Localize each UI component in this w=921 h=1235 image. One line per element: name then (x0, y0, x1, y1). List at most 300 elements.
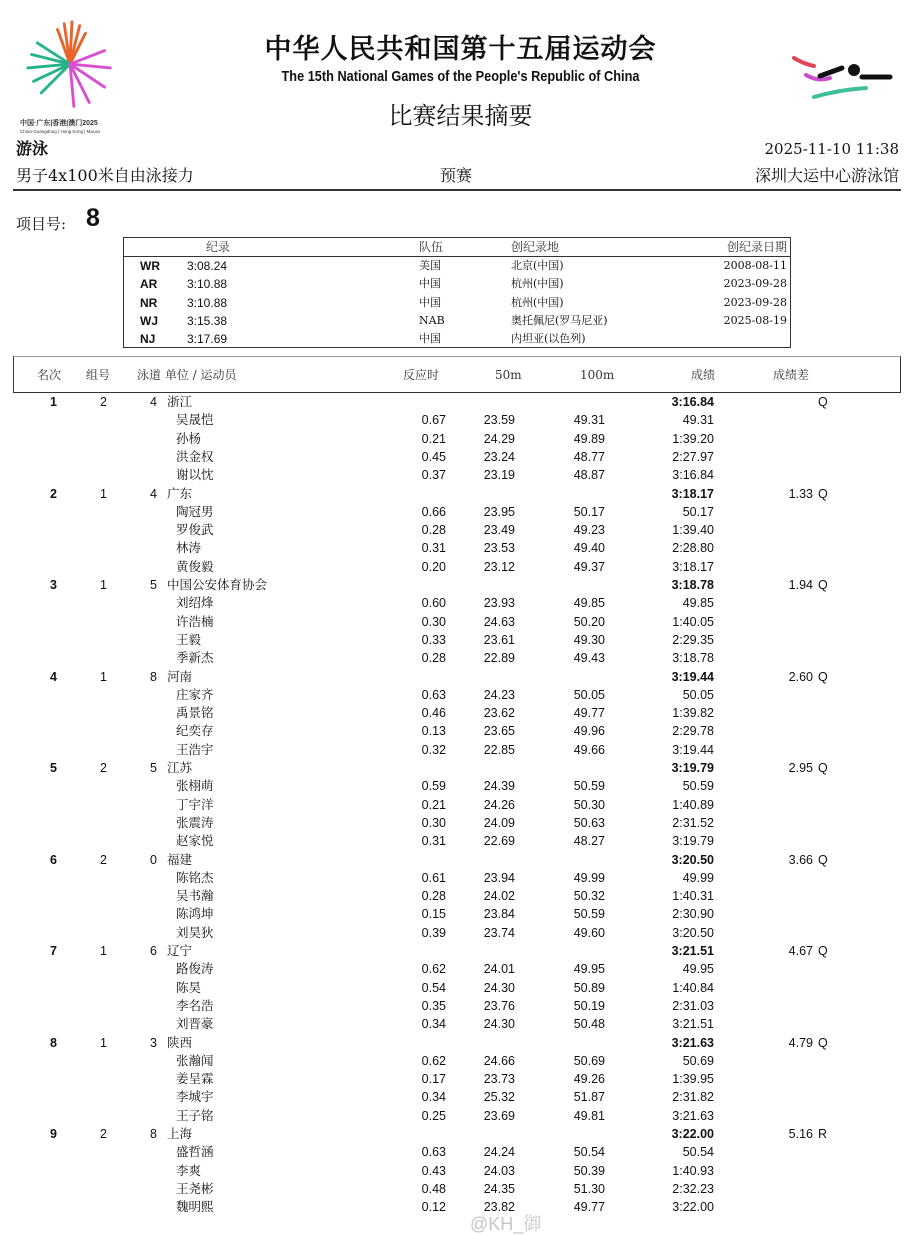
swimmer-name: 王毅 (176, 631, 202, 647)
split-100m: 51.30 (573, 1181, 605, 1196)
swimmer-name: 张瀚闻 (176, 1052, 214, 1068)
team-row (0, 668, 921, 686)
games-title-cn: 中华人民共和国第十五届运动会 (264, 34, 657, 64)
team-name: 陕西 (167, 1034, 193, 1050)
header-diff: 成绩差 (773, 368, 810, 382)
rank: 8 (50, 1035, 57, 1050)
split-100m: 50.59 (573, 907, 605, 922)
record-row (124, 312, 790, 330)
reaction-time: 0.17 (421, 1072, 446, 1087)
swimmer-name: 吴书瀚 (176, 888, 214, 904)
split-100m: 51.87 (573, 1090, 605, 1105)
time-diff: 5.16 (788, 1127, 813, 1141)
swimmer-row (0, 1052, 921, 1070)
swimmer-row (0, 539, 921, 557)
lane: 4 (150, 395, 157, 409)
cumulative-time: 2:32.23 (672, 1181, 714, 1196)
lane: 8 (150, 1127, 157, 1141)
time-diff: 1.94 (788, 578, 813, 592)
header-divider (13, 189, 901, 191)
split-50m: 23.73 (483, 1072, 515, 1087)
split-100m: 48.27 (573, 834, 605, 849)
header-lane-unit: 泳道 单位 / 运动员 (137, 368, 237, 382)
lane: 5 (150, 761, 157, 775)
split-50m: 23.84 (483, 907, 515, 922)
qualification-mark: Q (818, 1035, 828, 1050)
swimmer-name: 许浩楠 (176, 613, 214, 629)
reaction-time: 0.63 (421, 687, 446, 702)
reaction-time: 0.25 (421, 1108, 446, 1123)
cumulative-time: 50.59 (682, 779, 714, 794)
record-place: 杭州(中国) (511, 277, 564, 291)
split-100m: 50.63 (573, 815, 605, 830)
team-row (0, 1034, 921, 1052)
swimmer-name: 陶冠男 (176, 503, 214, 519)
lane: 0 (150, 852, 157, 867)
record-time: 3:08.24 (187, 259, 228, 273)
swimmer-name: 刘晋豪 (176, 1016, 214, 1032)
swimmer-row (0, 430, 921, 448)
record-date: 2023-09-28 (723, 295, 787, 309)
team-name: 河南 (167, 668, 193, 684)
reaction-time: 0.21 (421, 431, 446, 446)
records-header-date: 创纪录日期 (726, 240, 787, 254)
reaction-time: 0.46 (421, 706, 446, 721)
swimmer-row (0, 1180, 921, 1198)
cumulative-time: 1:39.40 (672, 523, 714, 538)
split-50m: 23.74 (483, 925, 515, 940)
team-result: 3:19.44 (671, 669, 714, 684)
split-100m: 49.96 (573, 724, 605, 739)
qualification-mark: Q (818, 944, 828, 958)
record-time: 3:15.38 (187, 313, 228, 328)
swimmer-row (0, 613, 921, 631)
reaction-time: 0.43 (421, 1163, 446, 1178)
reaction-time: 0.12 (421, 1200, 446, 1215)
split-50m: 23.69 (483, 1108, 515, 1123)
swimmer-row (0, 832, 921, 850)
header-rank: 名次 (37, 368, 62, 382)
split-100m: 48.87 (573, 468, 605, 483)
split-50m: 23.82 (483, 1200, 515, 1215)
heat: 2 (100, 852, 107, 867)
reaction-time: 0.15 (421, 907, 446, 922)
split-50m: 22.85 (483, 742, 515, 757)
record-row (124, 257, 790, 275)
team-name: 广东 (167, 485, 193, 501)
split-50m: 24.01 (483, 962, 515, 977)
reaction-time: 0.61 (421, 870, 446, 885)
rank: 5 (50, 761, 57, 775)
split-50m: 23.76 (483, 998, 515, 1013)
record-place: 奥托佩尼(罗马尼亚) (511, 313, 608, 327)
swimmer-row (0, 1143, 921, 1161)
rank: 7 (50, 944, 57, 958)
cumulative-time: 3:19.44 (672, 742, 714, 757)
team-row (0, 942, 921, 960)
cumulative-time: 3:21.51 (672, 1017, 714, 1032)
cumulative-time: 2:27.97 (672, 449, 714, 464)
cumulative-time: 1:39.82 (672, 706, 714, 721)
cumulative-time: 1:40.93 (672, 1163, 714, 1178)
event-number-label: 项目号: (16, 215, 67, 233)
heat: 1 (100, 669, 107, 684)
split-50m: 23.24 (483, 449, 515, 464)
split-100m: 49.95 (573, 962, 605, 977)
split-100m: 50.17 (573, 504, 605, 519)
record-place: 北京(中国) (511, 259, 564, 272)
cumulative-time: 49.31 (682, 413, 714, 428)
reaction-time: 0.31 (421, 541, 446, 556)
split-100m: 49.26 (573, 1072, 605, 1087)
swimmer-row (0, 1162, 921, 1180)
header-100m: 100m (580, 368, 615, 382)
record-team: NAB (419, 313, 445, 327)
split-100m: 50.20 (573, 614, 605, 629)
swimmer-row (0, 905, 921, 923)
cumulative-time: 49.85 (682, 596, 714, 611)
header-reaction: 反应时 (403, 368, 440, 382)
heat: 2 (100, 1127, 107, 1141)
swimmer-name: 季新杰 (176, 650, 214, 666)
swimmer-row (0, 649, 921, 667)
team-name: 江苏 (167, 760, 193, 775)
reaction-time: 0.62 (421, 962, 446, 977)
split-100m: 50.59 (573, 779, 605, 794)
swimmer-name: 路俊涛 (176, 961, 214, 977)
swimmer-row (0, 741, 921, 759)
rank: 2 (50, 486, 57, 501)
reaction-time: 0.39 (421, 925, 446, 940)
record-row (124, 330, 790, 348)
cumulative-time: 49.95 (682, 962, 714, 977)
split-100m: 50.89 (573, 980, 605, 995)
swimmer-row (0, 704, 921, 722)
split-50m: 24.35 (483, 1181, 515, 1196)
reaction-time: 0.62 (421, 1053, 446, 1068)
swimmer-row (0, 924, 921, 942)
team-result: 3:16.84 (671, 395, 714, 409)
split-50m: 25.32 (483, 1090, 515, 1105)
report-datetime: 2025-11-10 11:38 (764, 140, 899, 158)
team-row (0, 576, 921, 594)
split-50m: 24.39 (483, 779, 515, 794)
reaction-time: 0.31 (421, 834, 446, 849)
split-100m: 49.77 (573, 1200, 605, 1215)
swimmer-name: 谢以忱 (176, 467, 214, 483)
rank: 4 (50, 669, 57, 684)
split-100m: 49.30 (573, 632, 605, 647)
split-50m: 24.24 (483, 1145, 515, 1160)
lane: 3 (150, 1035, 157, 1050)
records-header (124, 238, 790, 257)
swimmer-row (0, 1198, 921, 1216)
records-table (123, 237, 791, 348)
split-50m: 23.49 (483, 523, 515, 538)
split-100m: 49.23 (573, 523, 605, 538)
team-result: 3:21.51 (671, 944, 714, 958)
rank: 6 (50, 852, 57, 867)
record-code: WJ (140, 313, 158, 328)
swimmer-row (0, 594, 921, 612)
split-50m: 24.02 (483, 889, 515, 904)
time-diff: 1.33 (788, 486, 813, 501)
swimmer-row (0, 960, 921, 978)
team-name: 中国公安体育协会 (167, 577, 268, 592)
sport-name: 游泳 (16, 139, 49, 158)
swimmer-row (0, 686, 921, 704)
team-row (0, 485, 921, 503)
split-50m: 24.63 (483, 614, 515, 629)
split-50m: 22.69 (483, 834, 515, 849)
split-100m: 49.31 (573, 413, 605, 428)
team-row (0, 1125, 921, 1143)
swimmer-row (0, 979, 921, 997)
split-100m: 48.77 (573, 449, 605, 464)
swimmer-name: 盛哲涵 (176, 1144, 214, 1160)
results-header (13, 356, 901, 393)
swimmer-name: 李城宇 (176, 1089, 214, 1105)
record-code: AR (140, 277, 158, 292)
record-team: 美国 (419, 259, 441, 272)
team-result: 3:22.00 (671, 1127, 714, 1141)
team-result: 3:19.79 (671, 761, 714, 775)
cumulative-time: 1:39.20 (672, 431, 714, 446)
swimmer-row (0, 1107, 921, 1125)
event-number: 8 (86, 204, 100, 232)
split-100m: 50.48 (573, 1017, 605, 1032)
record-time: 3:10.88 (187, 295, 228, 310)
swimmer-name: 庄家齐 (176, 686, 214, 702)
reaction-time: 0.28 (421, 889, 446, 904)
reaction-time: 0.48 (421, 1181, 446, 1196)
record-team: 中国 (419, 277, 441, 291)
cumulative-time: 3:18.17 (672, 559, 714, 574)
swimmer-name: 姜呈霖 (176, 1071, 214, 1087)
record-date: 2008-08-11 (723, 259, 787, 272)
cumulative-time: 49.99 (682, 870, 714, 885)
heat: 1 (100, 578, 107, 592)
time-diff: 2.95 (788, 761, 813, 775)
swimmer-name: 纪奕存 (176, 723, 214, 739)
swimmer-name: 洪金权 (176, 448, 214, 464)
swimmer-name: 张栩萌 (176, 778, 214, 794)
reaction-time: 0.32 (421, 742, 446, 757)
split-50m: 24.66 (483, 1053, 515, 1068)
team-row (0, 759, 921, 777)
record-code: NJ (140, 332, 156, 347)
cumulative-time: 3:19.79 (672, 834, 714, 849)
cumulative-time: 2:29.78 (672, 724, 714, 739)
reaction-time: 0.13 (421, 724, 446, 739)
qualification-mark: Q (818, 578, 828, 592)
lane: 8 (150, 669, 157, 684)
split-50m: 24.29 (483, 431, 515, 446)
logo-text: 中国·广东|香港|澳门2025 (20, 120, 98, 127)
split-100m: 49.60 (573, 925, 605, 940)
qualification-mark: R (818, 1127, 828, 1141)
header-result: 成绩 (691, 368, 716, 382)
swimmer-row (0, 503, 921, 521)
team-result: 3:21.63 (671, 1035, 714, 1050)
swimmer-row (0, 411, 921, 429)
heat: 2 (100, 395, 107, 409)
reaction-time: 0.45 (421, 449, 446, 464)
logo-subtext: China·Guangdong | Hong Kong | Macao (20, 129, 101, 134)
swimmer-name: 陈铭杰 (176, 869, 214, 885)
swimmer-row (0, 631, 921, 649)
qualification-mark: Q (818, 486, 828, 501)
reaction-time: 0.67 (421, 413, 446, 428)
cumulative-time: 2:31.03 (672, 998, 714, 1013)
time-diff: 3.66 (788, 852, 813, 867)
split-100m: 49.77 (573, 706, 605, 721)
split-50m: 24.30 (483, 980, 515, 995)
cumulative-time: 2:31.82 (672, 1090, 714, 1105)
swimmer-name: 张震涛 (176, 814, 214, 830)
split-100m: 50.69 (573, 1053, 605, 1068)
split-50m: 23.93 (483, 596, 515, 611)
record-team: 中国 (419, 295, 441, 309)
swimmer-name: 魏明熙 (176, 1199, 214, 1215)
time-diff: 4.79 (788, 1035, 813, 1050)
split-50m: 24.26 (483, 797, 515, 812)
swimmer-row (0, 448, 921, 466)
split-100m: 49.43 (573, 651, 605, 666)
record-place: 杭州(中国) (511, 295, 564, 309)
split-100m: 49.99 (573, 870, 605, 885)
cumulative-time: 3:16.84 (672, 468, 714, 483)
heat: 1 (100, 1035, 107, 1050)
swimmer-row (0, 869, 921, 887)
swimmer-name: 赵家悦 (176, 833, 214, 849)
record-row (124, 294, 790, 312)
records-header-record: 纪录 (206, 240, 231, 254)
split-100m: 49.89 (573, 431, 605, 446)
split-50m: 23.94 (483, 870, 515, 885)
cumulative-time: 1:39.95 (672, 1072, 714, 1087)
qualification-mark: Q (818, 852, 828, 867)
rank: 3 (50, 578, 57, 592)
swimmer-name: 丁宇洋 (176, 796, 214, 812)
reaction-time: 0.34 (421, 1090, 446, 1105)
swimmer-row (0, 1070, 921, 1088)
split-50m: 23.62 (483, 706, 515, 721)
event-name: 男子4x100米自由泳接力 (16, 166, 194, 185)
lane: 6 (150, 944, 157, 958)
split-50m: 23.12 (483, 559, 515, 574)
record-date: 2023-09-28 (723, 277, 787, 291)
swimmer-row (0, 887, 921, 905)
reaction-time: 0.21 (421, 797, 446, 812)
rank: 1 (50, 395, 57, 409)
cumulative-time: 2:31.52 (672, 815, 714, 830)
record-team: 中国 (419, 332, 441, 346)
team-result: 3:20.50 (671, 852, 714, 867)
swimming-pictogram (790, 50, 895, 105)
rank: 9 (50, 1127, 57, 1141)
swimmer-row (0, 814, 921, 832)
swimmer-row (0, 521, 921, 539)
qualification-mark: Q (818, 395, 828, 409)
swimmer-name: 罗俊武 (176, 522, 214, 538)
reaction-time: 0.60 (421, 596, 446, 611)
reaction-time: 0.37 (421, 468, 446, 483)
swimmer-name: 黄俊毅 (176, 558, 214, 574)
cumulative-time: 3:18.78 (672, 651, 714, 666)
team-row (0, 851, 921, 869)
lane: 5 (150, 578, 157, 592)
reaction-time: 0.28 (421, 523, 446, 538)
reaction-time: 0.28 (421, 651, 446, 666)
swimmer-name: 王子铭 (176, 1107, 214, 1123)
records-header-team: 队伍 (419, 240, 444, 254)
games-title-en: The 15th National Games of the People's Republic of China (281, 68, 640, 85)
time-diff: 2.60 (788, 669, 813, 684)
split-50m: 23.95 (483, 504, 515, 519)
cumulative-time: 1:40.84 (672, 980, 714, 995)
cumulative-time: 2:30.90 (672, 907, 714, 922)
swimmer-row (0, 558, 921, 576)
team-row (0, 393, 921, 411)
reaction-time: 0.34 (421, 1017, 446, 1032)
split-100m: 50.30 (573, 797, 605, 812)
team-name: 浙江 (167, 394, 193, 409)
swimmer-name: 陈昊 (176, 979, 202, 995)
split-100m: 50.54 (573, 1145, 605, 1160)
reaction-time: 0.59 (421, 779, 446, 794)
split-50m: 23.65 (483, 724, 515, 739)
swimmer-name: 李爽 (176, 1162, 202, 1178)
split-100m: 49.85 (573, 596, 605, 611)
swimmer-row (0, 777, 921, 795)
reaction-time: 0.66 (421, 504, 446, 519)
swimmer-row (0, 997, 921, 1015)
cumulative-time: 2:28.80 (672, 541, 714, 556)
swimmer-row (0, 722, 921, 740)
cumulative-time: 50.17 (682, 504, 714, 519)
split-50m: 23.53 (483, 541, 515, 556)
split-100m: 49.37 (573, 559, 605, 574)
cumulative-time: 50.69 (682, 1053, 714, 1068)
split-50m: 24.30 (483, 1017, 515, 1032)
split-100m: 50.05 (573, 687, 605, 702)
team-result: 3:18.17 (671, 486, 714, 501)
cumulative-time: 1:40.89 (672, 797, 714, 812)
swimmer-name: 陈鸿坤 (176, 906, 214, 922)
reaction-time: 0.35 (421, 998, 446, 1013)
record-time: 3:10.88 (187, 277, 228, 292)
record-time: 3:17.69 (187, 332, 228, 347)
qualification-mark: Q (818, 761, 828, 775)
record-place: 内坦亚(以色列) (511, 332, 586, 346)
team-name: 辽宁 (167, 943, 193, 958)
cumulative-time: 3:20.50 (672, 925, 714, 940)
swimmer-name: 王尧彬 (176, 1180, 214, 1196)
cumulative-time: 1:40.05 (672, 614, 714, 629)
split-50m: 22.89 (483, 651, 515, 666)
venue-name: 深圳大运中心游泳馆 (754, 166, 899, 185)
split-100m: 50.19 (573, 998, 605, 1013)
reaction-time: 0.30 (421, 815, 446, 830)
swimmer-name: 李名浩 (176, 997, 214, 1013)
swimmer-name: 林涛 (176, 540, 202, 556)
team-result: 3:18.78 (671, 578, 714, 592)
heat: 2 (100, 761, 107, 775)
heat: 1 (100, 944, 107, 958)
cumulative-time: 3:21.63 (672, 1108, 714, 1123)
split-50m: 24.03 (483, 1163, 515, 1178)
